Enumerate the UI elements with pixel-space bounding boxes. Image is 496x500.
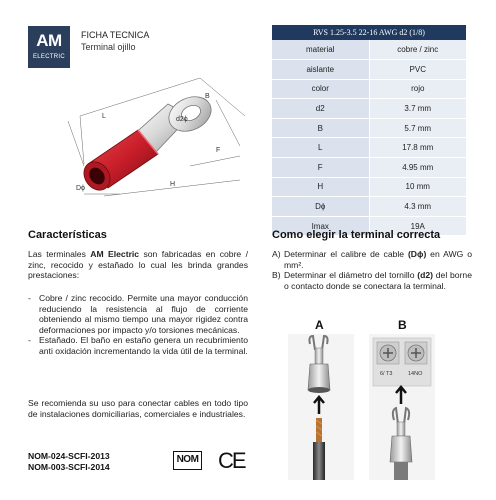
spec-value: 19A — [369, 216, 466, 236]
caracteristicas-list — [28, 293, 248, 357]
table-row — [272, 60, 466, 80]
photo-label-b: B — [398, 318, 407, 332]
intro-text: Las terminales — [28, 249, 91, 259]
table-row — [272, 118, 466, 138]
list-item — [272, 270, 472, 291]
nom-certification-logo: NOM — [173, 451, 202, 470]
screw-terminal-illustration — [369, 334, 435, 480]
step-text: Determinar el diámetro del tornillo — [284, 270, 418, 281]
brand-logo — [28, 26, 70, 68]
spec-key: aislante — [272, 60, 369, 80]
photo-label-a: A — [315, 318, 324, 332]
document-subtitle: Terminal ojillo — [81, 42, 136, 52]
dimension-label-d2: d2ϕ — [176, 116, 188, 123]
list-item-text: Estañado. El baño en estaño genera un recubrimiento anti oxidación incrementando la vida útil de la terminal. — [39, 335, 248, 356]
spec-value: cobre / zinc — [369, 40, 466, 60]
como-elegir-heading: Como elegir la terminal correcta — [272, 229, 441, 241]
spec-value: PVC — [369, 60, 466, 80]
spec-key: d2 — [272, 99, 369, 119]
dimension-label-b: B — [205, 93, 210, 100]
dimension-label-f: F — [216, 147, 221, 154]
table-row — [272, 99, 466, 119]
como-elegir-steps — [272, 249, 472, 291]
table-row — [272, 158, 466, 178]
terminal-label-1: 6/ T3 — [380, 371, 393, 377]
table-row — [272, 138, 466, 158]
document-header — [81, 29, 149, 53]
spec-key: material — [272, 40, 369, 60]
table-row — [272, 40, 466, 60]
step-text-bold: (Dϕ) — [407, 249, 427, 259]
dimension-label-d: Dϕ — [76, 185, 85, 192]
spec-value: 10 mm — [369, 177, 466, 197]
bullet-dash: - — [28, 293, 31, 303]
table-row — [272, 177, 466, 197]
dimension-label-h: H — [170, 181, 176, 188]
list-item — [272, 249, 472, 270]
intro-text-end: son fabricadas en cobre / zinc, recocido y estañado lo cual les brinda grandes prestaciones: — [28, 249, 248, 281]
spec-table-heading: RVS 1.25-3.5 22-16 AWG d2 (1/8) — [272, 25, 466, 40]
bullet-dash: - — [28, 335, 31, 346]
spec-value: 17.8 mm — [369, 138, 466, 158]
norma-1: NOM-024-SCFI-2013 — [28, 451, 110, 461]
spec-value: 4.95 mm — [369, 158, 466, 178]
list-item — [28, 335, 248, 356]
ce-certification-mark: CE — [218, 448, 245, 473]
list-item-text: Cobre / zinc recocido. Permite una mayor conducción reduciendo la resistencia al flujo de corriente obteniendo al mismo tiempo una mayor rigidez contra deformaciones por impacto y/o torsiones mecánicas. — [39, 293, 248, 335]
list-item — [28, 293, 248, 335]
spec-key: Imax — [272, 216, 369, 236]
document-title: FICHA TECNICA — [81, 30, 150, 40]
intro-brand: AM Electric — [90, 249, 140, 259]
spec-key: F — [272, 158, 369, 178]
spec-value: rojo — [369, 79, 466, 99]
step-text-end: del borne o contacto donde se conectara la terminal. — [284, 270, 472, 291]
cable-insertion-illustration — [288, 334, 354, 480]
spec-value: 4.3 mm — [369, 197, 466, 217]
step-text-bold: (d2) — [417, 270, 434, 281]
terminal-label-2: 14NO — [408, 371, 423, 377]
table-row — [272, 197, 466, 217]
insulated-barrel — [79, 130, 158, 195]
spec-key: L — [272, 138, 369, 158]
spec-key: H — [272, 177, 369, 197]
step-marker: B) — [272, 270, 281, 281]
spec-value: 3.7 mm — [369, 99, 466, 119]
table-row — [272, 79, 466, 99]
brand-logo-main: AM — [36, 31, 62, 50]
terminal-dimension-drawing — [40, 76, 250, 216]
step-text-end: en AWG o mm². — [284, 249, 472, 270]
spec-value: 5.7 mm — [369, 118, 466, 138]
brand-logo-sub: ELECTRIC — [32, 54, 66, 60]
step-text: Determinar el calibre de cable — [284, 249, 408, 259]
norma-2: NOM-003-SCFI-2014 — [28, 462, 110, 472]
dimension-label-l: L — [102, 113, 106, 120]
spec-key: B — [272, 118, 369, 138]
spec-key: color — [272, 79, 369, 99]
caracteristicas-intro — [28, 249, 248, 281]
spec-key: Dϕ — [272, 197, 369, 217]
caracteristicas-heading: Características — [28, 229, 107, 241]
step-marker: A) — [272, 249, 281, 259]
caracteristicas-closing: Se recomienda su uso para conectar cables en todo tipo de instalaciones domiciliarias, comerciales e industriales. — [28, 398, 248, 419]
spec-table — [272, 25, 466, 236]
